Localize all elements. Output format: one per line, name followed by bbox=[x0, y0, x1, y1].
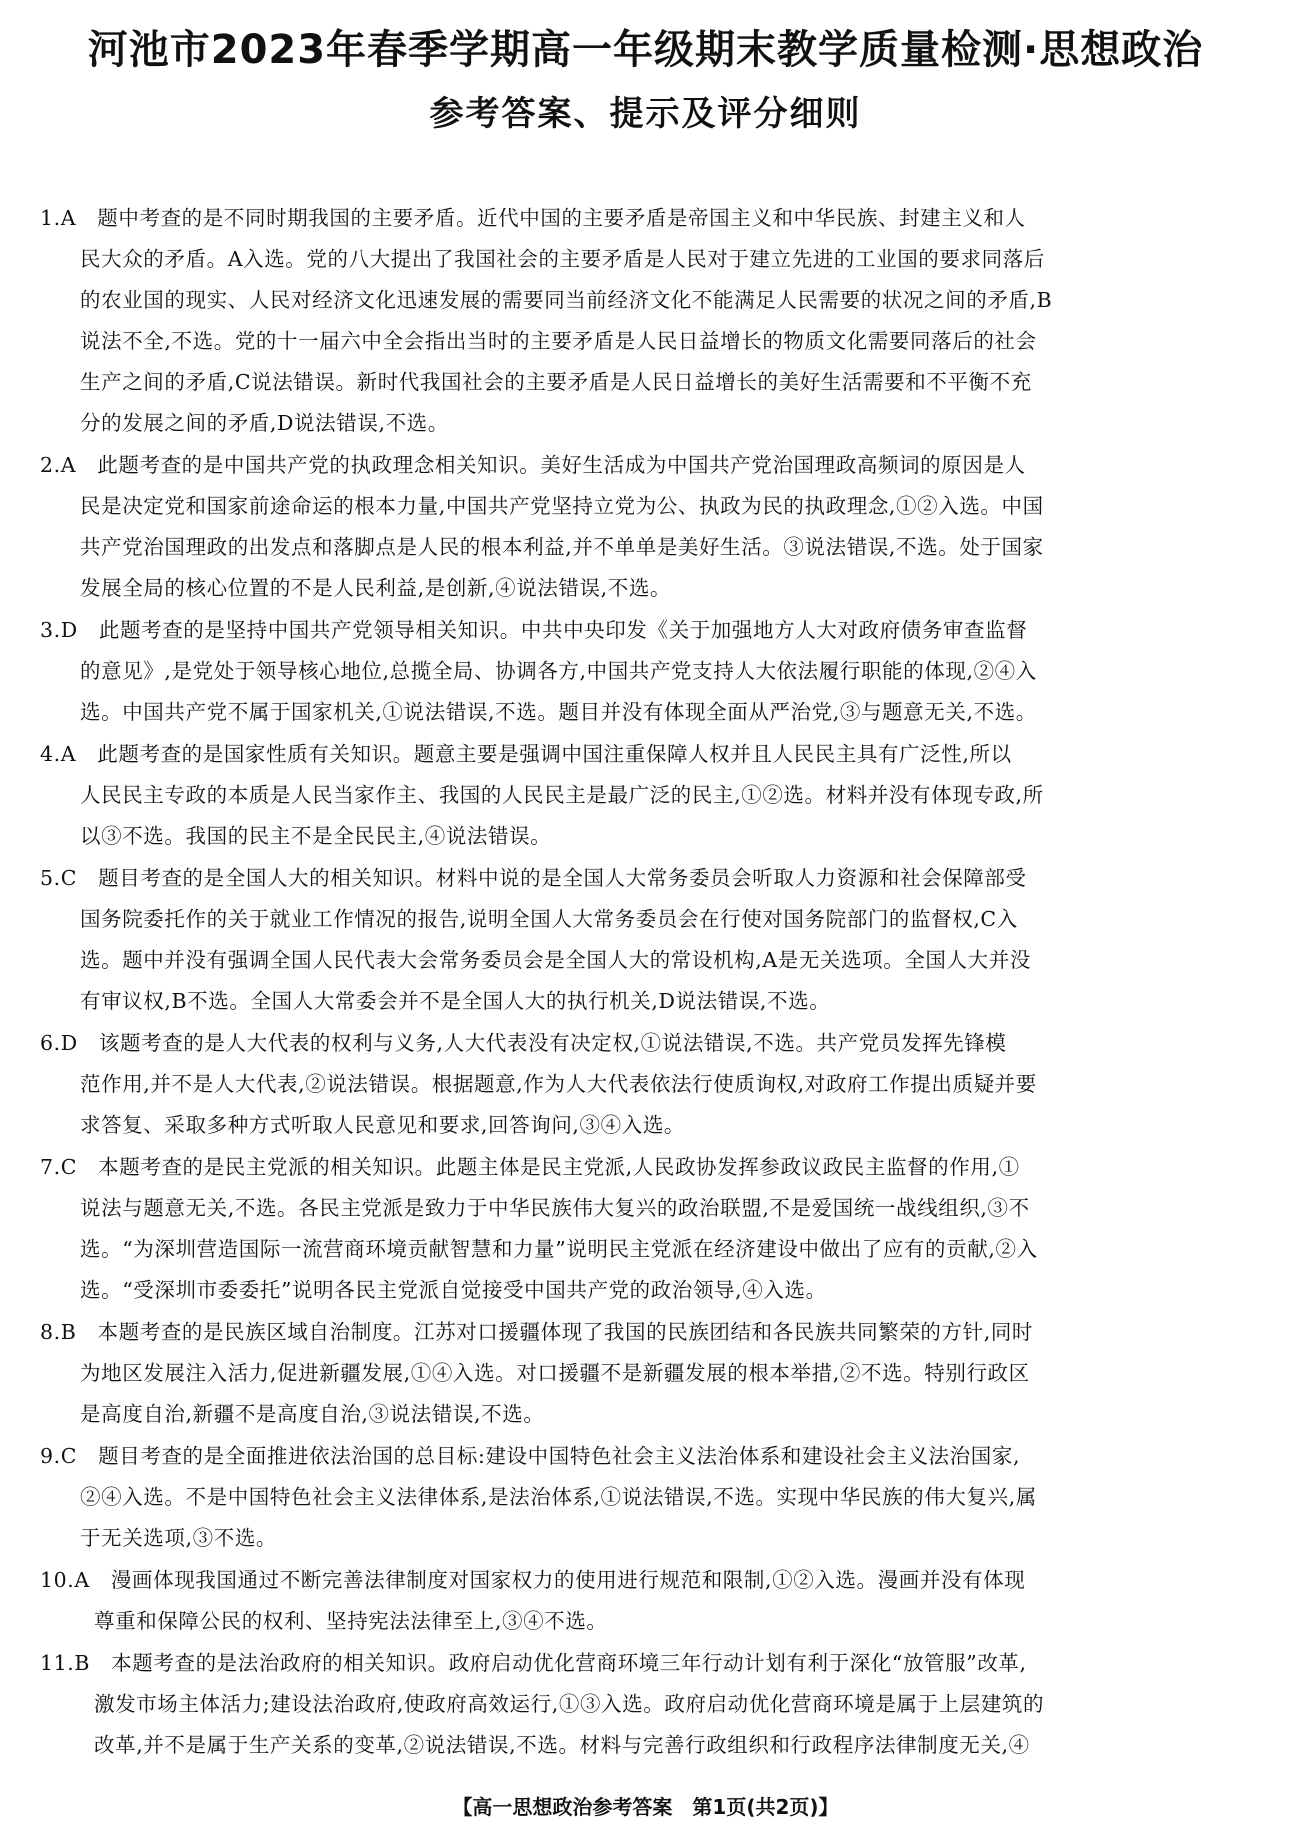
answer-line: 说法不全,不选。党的十一届六中全会指出当时的主要矛盾是人民日益增长的物质文化需要同落后的社会 bbox=[80, 329, 1037, 353]
answer-line: 于无关选项,③不选。 bbox=[80, 1526, 278, 1550]
answer-line: 以③不选。我国的民主不是全民民主,④说法错误。 bbox=[80, 824, 552, 848]
answer-item bbox=[40, 858, 1247, 1022]
answer-line: 共产党治国理政的出发点和落脚点是人民的根本利益,并不单单是美好生活。③说法错误,不选。处于国家 bbox=[80, 535, 1044, 559]
answer-line: 是高度自治,新疆不是高度自治,③说法错误,不选。 bbox=[80, 1402, 545, 1426]
answer-first-line: 8.B 本题考查的是民族区域自治制度。江苏对口援疆体现了我国的民族团结和各民族共同繁荣的方针,同时 bbox=[40, 1320, 1034, 1344]
answer-line: 激发市场主体活力;建设法治政府,使政府高效运行,①③入选。政府启动优化营商环境是属于上层建筑的 bbox=[94, 1692, 1045, 1716]
answer-item bbox=[40, 1023, 1247, 1146]
page-footer: 【高一思想政治参考答案 第1页(共2页)】 bbox=[452, 1795, 839, 1819]
answer-first-line: 7.C 本题考查的是民主党派的相关知识。此题主体是民主党派,人民政协发挥参政议政民主监督的作用,① bbox=[40, 1155, 1020, 1179]
answer-first-line: 3.D 此题考查的是坚持中国共产党领导相关知识。中共中央印发《关于加强地方人大对政府债务审查监督 bbox=[40, 618, 1028, 642]
answer-list bbox=[40, 198, 1247, 1767]
page-subtitle: 参考答案、提示及评分细则 bbox=[429, 94, 862, 134]
answer-line: 选。中国共产党不属于国家机关,①说法错误,不选。题目并没有体现全面从严治党,③与题意无关,不选。 bbox=[80, 700, 1037, 724]
answer-line: 为地区发展注入活力,促进新疆发展,①④入选。对口援疆不是新疆发展的根本举措,②不选。特别行政区 bbox=[80, 1361, 1030, 1385]
answer-line: 国务院委托作的关于就业工作情况的报告,说明全国人大常务委员会在行使对国务院部门的监督权,C入 bbox=[80, 907, 1018, 931]
answer-first-line: 4.A 此题考查的是国家性质有关知识。题意主要是强调中国注重保障人权并且人民民主具有广泛性,所以 bbox=[40, 742, 1012, 766]
answer-line: 生产之间的矛盾,C说法错误。新时代我国社会的主要矛盾是人民日益增长的美好生活需要和不平衡不充 bbox=[80, 370, 1032, 394]
answer-first-line: 9.C 题目考查的是全面推进依法治国的总目标:建设中国特色社会主义法治体系和建设社会主义法治国家, bbox=[40, 1444, 1021, 1468]
answer-item bbox=[40, 1312, 1247, 1435]
answer-line: 民是决定党和国家前途命运的根本力量,中国共产党坚持立党为公、执政为民的执政理念,①②入选。中国 bbox=[80, 494, 1044, 518]
answer-line: 说法与题意无关,不选。各民主党派是致力于中华民族伟大复兴的政治联盟,不是爱国统一战线组织,③不 bbox=[80, 1196, 1030, 1220]
answer-line: 选。题中并没有强调全国人民代表大会常务委员会是全国人大的常设机构,A是无关选项。全国人大并没 bbox=[80, 948, 1031, 972]
answer-line: 发展全局的核心位置的不是人民利益,是创新,④说法错误,不选。 bbox=[80, 576, 672, 600]
answer-line: ②④入选。不是中国特色社会主义法律体系,是法治体系,①说法错误,不选。实现中华民族的伟大复兴,属 bbox=[80, 1485, 1037, 1509]
answer-first-line: 11.B 本题考查的是法治政府的相关知识。政府启动优化营商环境三年行动计划有利于深化“放管服”改革, bbox=[40, 1651, 1027, 1675]
answer-item bbox=[40, 1643, 1247, 1766]
answer-item bbox=[40, 1560, 1247, 1642]
answer-line: 人民民主专政的本质是人民当家作主、我国的人民民主是最广泛的民主,①②选。材料并没有体现专政,所 bbox=[80, 783, 1044, 807]
answer-line: 选。“为深圳营造国际一流营商环境贡献智慧和力量”说明民主党派在经济建设中做出了应有的贡献,②入 bbox=[80, 1237, 1038, 1261]
answer-first-line: 10.A 漫画体现我国通过不断完善法律制度对国家权力的使用进行规范和限制,①②入选。漫画并没有体现 bbox=[40, 1568, 1026, 1592]
answer-item bbox=[40, 734, 1247, 857]
answer-item bbox=[40, 1147, 1247, 1311]
answer-item bbox=[40, 610, 1247, 733]
answer-line: 尊重和保障公民的权利、坚持宪法法律至上,③④不选。 bbox=[94, 1609, 608, 1633]
answer-first-line: 6.D 该题考查的是人大代表的权利与义务,人大代表没有决定权,①说法错误,不选。共产党员发挥先锋模 bbox=[40, 1031, 1007, 1055]
answer-line: 选。“受深圳市委委托”说明各民主党派自觉接受中国共产党的政治领导,④入选。 bbox=[80, 1278, 827, 1302]
answer-item bbox=[40, 445, 1247, 609]
answer-first-line: 5.C 题目考查的是全国人大的相关知识。材料中说的是全国人大常务委员会听取人力资源和社会保障部受 bbox=[40, 866, 1027, 890]
answer-item bbox=[40, 1436, 1247, 1559]
answer-first-line: 1.A 题中考查的是不同时期我国的主要矛盾。近代中国的主要矛盾是帝国主义和中华民族、封建主义和人 bbox=[40, 206, 1026, 230]
answer-line: 分的发展之间的矛盾,D说法错误,不选。 bbox=[80, 411, 449, 435]
answer-line: 求答复、采取多种方式听取人民意见和要求,回答询问,③④入选。 bbox=[80, 1113, 686, 1137]
answer-first-line: 2.A 此题考查的是中国共产党的执政理念相关知识。美好生活成为中国共产党治国理政高频词的原因是人 bbox=[40, 453, 1026, 477]
answer-line: 有审议权,B不选。全国人大常委会并不是全国人大的执行机关,D说法错误,不选。 bbox=[80, 989, 831, 1013]
answer-line: 范作用,并不是人大代表,②说法错误。根据题意,作为人大代表依法行使质询权,对政府工作提出质疑并要 bbox=[80, 1072, 1037, 1096]
answer-line: 的意见》,是党处于领导核心地位,总揽全局、协调各方,中国共产党支持人大依法履行职能的体现,②④入 bbox=[80, 659, 1037, 683]
page-title: 河池市2023年春季学期高一年级期末教学质量检测·思想政治 bbox=[87, 27, 1204, 73]
answer-line: 改革,并不是属于生产关系的变革,②说法错误,不选。材料与完善行政组织和行政程序法律制度无关,④ bbox=[94, 1733, 1030, 1757]
answer-item bbox=[40, 198, 1247, 444]
answer-line: 的农业国的现实、人民对经济文化迅速发展的需要同当前经济文化不能满足人民需要的状况之间的矛盾,B bbox=[80, 288, 1053, 312]
answer-line: 民大众的矛盾。A入选。党的八大提出了我国社会的主要矛盾是人民对于建立先进的工业国的要求同落后 bbox=[80, 247, 1045, 271]
